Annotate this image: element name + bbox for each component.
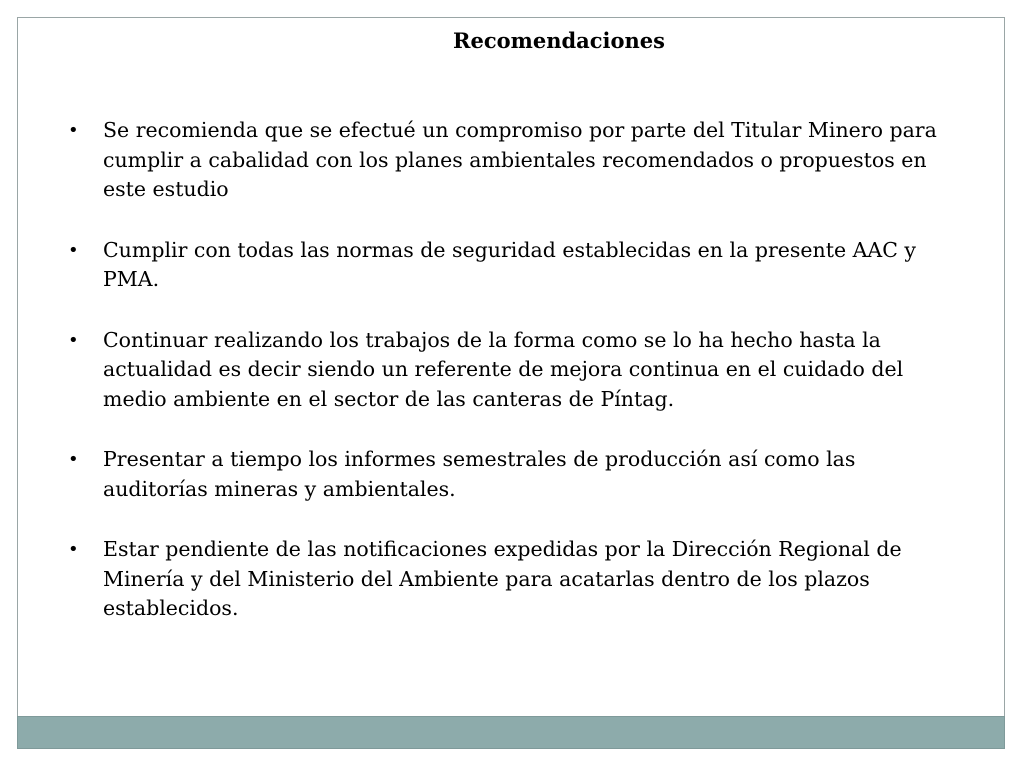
bullet-item: [64, 445, 964, 504]
bullet-icon: •: [68, 239, 79, 261]
footer-band: [17, 716, 1005, 749]
bullet-item: [64, 326, 964, 415]
bullet-text: Cumplir con todas las normas de seguridad establecidas en la presente AAC y PMA.: [103, 237, 917, 291]
bullet-text: Presentar a tiempo los informes semestrales de producción así como las auditorías mineras y ambientales.: [103, 447, 856, 501]
bullet-icon: •: [68, 120, 79, 141]
bullet-text: Estar pendiente de las notificaciones expedidas por la Dirección Regional de Minería y del Ministerio del Ambiente para acatarlas dentro de los plazos establecidos.: [103, 537, 902, 620]
bullet-list: [64, 116, 964, 655]
bullet-text: Continuar realizando los trabajos de la forma como se lo ha hecho hasta la actualidad es decir siendo un referente de mejora continua en el cuidado del medio ambiente en el sector de las canteras de Píntag.: [103, 327, 904, 411]
bullet-icon: •: [68, 539, 79, 560]
bullet-item: [64, 535, 964, 624]
bullet-icon: •: [68, 449, 79, 470]
bullet-item: [64, 116, 964, 205]
bullet-item: [64, 236, 964, 295]
bullet-icon: •: [68, 329, 79, 351]
slide-title: Recomendaciones: [453, 28, 665, 53]
bullet-text: Se recomienda que se efectué un compromiso por parte del Titular Minero para cumplir a cabalidad con los planes ambientales recomendados o propuestos en este estudio: [103, 118, 937, 201]
